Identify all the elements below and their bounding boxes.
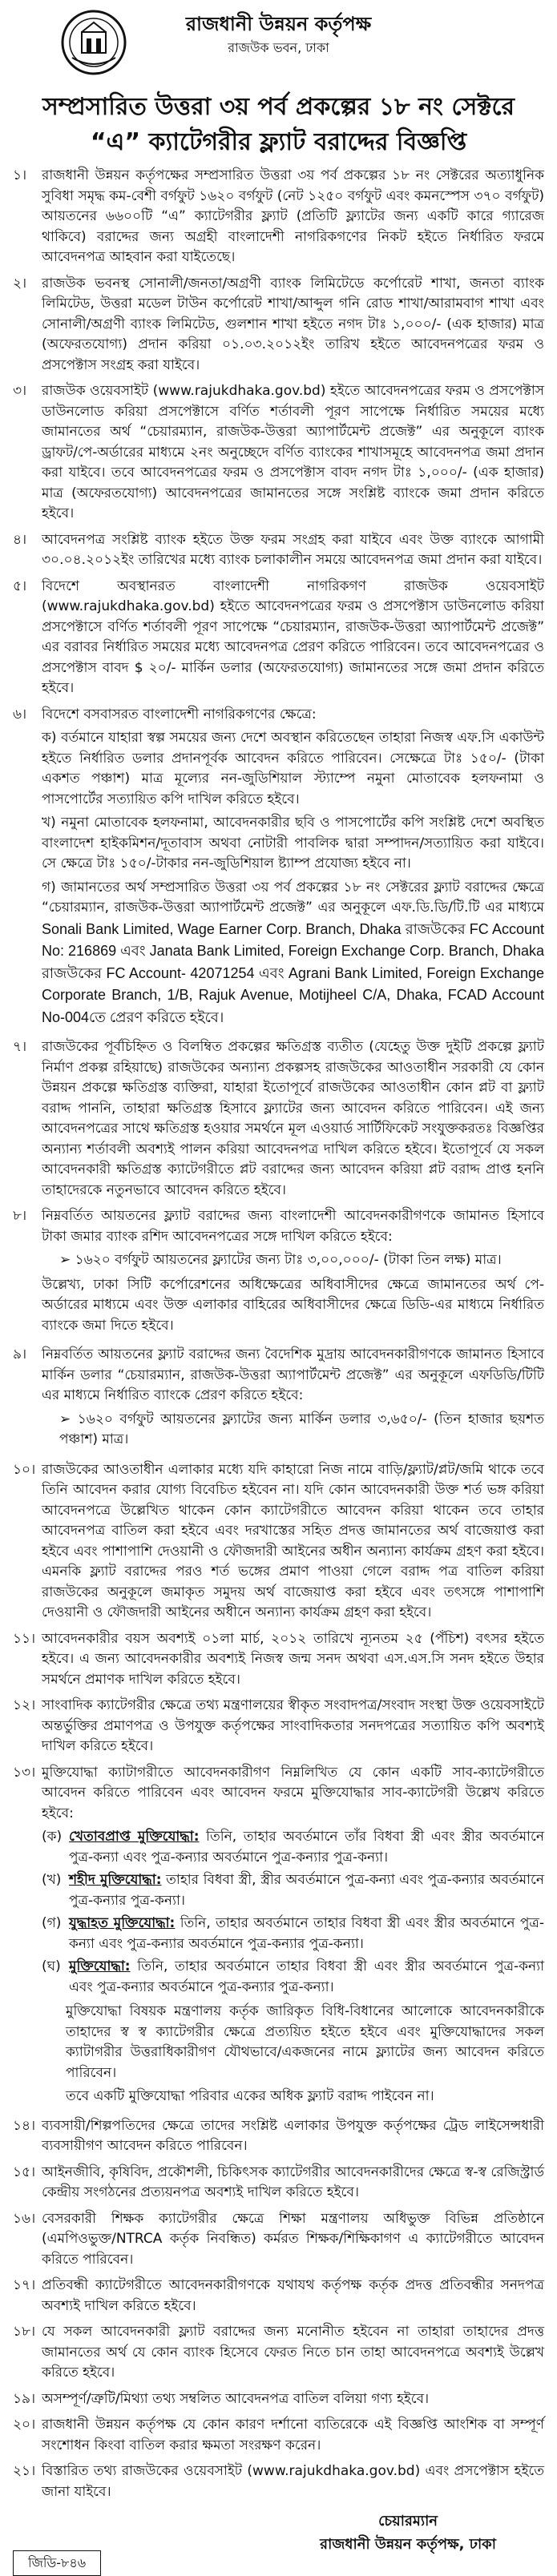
list-item (13, 2116, 544, 2157)
notice-title (13, 90, 544, 159)
item-number: ১৮। (13, 2324, 36, 2340)
header (13, 10, 544, 87)
item-number: ৫। (13, 578, 27, 594)
freedom-fighter-subcategories (42, 1827, 544, 1998)
item-text: আবেদনকারীর বয়স অবশ্যই ০১লা মার্চ, ২০১২ তারিখে ন্যূনতম ২৫ (পঁচিশ) বৎসর হইতে হইবে। এ জন্য আবেদনকারীর অবশ্যই নিজস্ব জন্ম সনদ অথবা এস.এস.সি সনদ হইতে উহার সমর্থনে প্রমাণক দাখিল করিতে হইবে। (42, 1630, 544, 1688)
item-text (42, 1763, 544, 2111)
list-item (13, 577, 544, 699)
item13-text: মুক্তিযোদ্ধা ক্যাটাগরীতে আবেদনকারীগণ নিম্নলিখিত যে কোন একটি সাব-ক্যাটেগরীতে আবেদন করিতে পারিবেন এবং আবেদন ফরমে মুক্তিযোদ্ধার সাব-ক্যাটেগরী উল্লেখ করিতে হইবে: (42, 1764, 544, 1821)
items-14-21 (13, 2116, 544, 2503)
subcategory-desc: তিনি, তাহার অবর্তমানে তাহার বিধবা স্ত্রী এবং স্ত্রীর অবর্তমানে পুত্র-কন্যা এবং পুত্র-কন্যার অবর্তমানে পুত্র-কন্যার পুত্র-কন্যা। (69, 1958, 545, 1995)
footer (13, 2509, 544, 2573)
item-number: ১৬। (13, 2210, 36, 2227)
org-address: রাজউক ভবন, ঢাকা (228, 40, 329, 55)
list-item (13, 2415, 544, 2456)
subcategory-key: (খ) (42, 1872, 62, 1888)
title-line-2: “এ” ক্যাটেগরীর ফ্ল্যাট বরাদ্দের বিজ্ঞপ্তি (90, 127, 467, 156)
item-text (42, 1206, 544, 1339)
item-number: ১১। (13, 1630, 36, 1647)
item6-c-text: গ) জামানতের অর্থ সম্প্রসারিত উত্তরা ৩য় পর্ব প্রকল্পের ১৮ নং সেক্টরের ফ্ল্যাট বরাদ্দের ক্ষেত্রে “চেয়ারম্যান, রাজউক-উত্তরা অ্যাপার্টমেন্ট প্রজেক্ট” এর অনুকূলে এফ.ডি.ডি/টি.টি এর মাধ্যমে (42, 879, 544, 916)
subcategory-desc: তিনি, তাহার অবর্তমানে তাঁর বিধবা স্ত্রী এবং স্ত্রীর অবর্তমানে পুত্র-কন্যা এবং পুত্র-কন্যার অবর্তমানে পুত্র-কন্যার পুত্র-কন্যা। (69, 1829, 544, 1866)
item13-note-2: তবে একটি মুক্তিযোদ্ধা পরিবার একের অধিক ফ্ল্যাট বরাদ্দ পাইবেন না। (66, 2088, 434, 2104)
list-item (13, 2389, 544, 2410)
title-line-1: সম্প্রসারিত উত্তরা ৩য় পর্ব প্রকল্পের ১৮ নং সেক্টরে (42, 93, 515, 121)
signatory-org: রাজধানী উন্নয়ন কর্তৃপক্ষ, ঢাকা (320, 2535, 496, 2553)
item-number: ৯। (13, 1346, 27, 1362)
subcategory-text (69, 1914, 544, 1954)
item13-note-1: মুক্তিযোদ্ধা বিষয়ক মন্ত্রণালয় কর্তৃক জারিকৃত বিধি-বিধানের আলোকে আবেদনকারীকে তাহাদের স্ব স্ব ক্যাটেগরীর ক্ষেত্রে প্রত্যয়িত হইতে হইবে এবং মুক্তিযোদ্ধাদের সকল ক্যাটাগরীর উত্তরাধিকারীগণ যৌথভাবে/একজনের নামে ফ্ল্যাটের জন্য আবেদন করিতে পারিবেন। (66, 2003, 544, 2081)
item6-c-bank-details: Sonali Bank Limited, Wage Earner Corp. Branch, Dhaka রাজউকের FC Account No: 216869 এবং Janata Bank Limited, Foreign Exchange Corp. Branch, Dhaka রাজউকের FC Account- 42071254 এবং Agrani Bank Limited, Foreign Exchange Corporate Branch, 1/B, Rajuk Avenue, Motijheel C/A, Dhaka, FCAD Account No-004তে প্রেরণ করিতে হইবে। (42, 920, 544, 1025)
item-number: ১৪। (13, 2117, 36, 2134)
item-text: রাজউক ভবনস্থ সোনালী/জনতা/অগ্রণী ব্যাংক লিমিটেডে কর্পোরেট শাখা, জনতা ব্যাংক লিমিটেড, উত্তরা মডেল টাউন কর্পোরেট শাখা/আব্দুল গনি রোড শাখা/আরামবাগ শাখা এবং সোনালী/অগ্রণী ব্যাংক লিমিটেড, গুলশান শাখা হইতে নগদ টাঃ ১,০০০/- (এক হাজার) মাত্র (অফেরতযোগ্য) প্রদান করিয়া ০১.০৩.২০১২ইং তারিখ হইতে আবেদনপত্রের ফরম ও প্রসপেক্টাস সংগ্রহ করা যাইবে। (42, 275, 544, 373)
list-item (13, 2461, 544, 2502)
item-number: ৪। (13, 531, 27, 548)
item-text: রাজধানী উন্নয়ন কর্তৃপক্ষের সম্প্রসারিত উত্তরা ৩য় পর্ব প্রকল্পের ১৮ নং সেক্টরের অত্যাধুনিক সুবিধা সমৃদ্ধ কম-বেশী বর্গফুট ১৬২০ বর্গফুট (নেট ১২৫০ বর্গফুট এবং কমনস্পেস ৩৭০ বর্গফুট) আয়তনের ৬৬০০টি “এ” ক্যাটেগরীর ফ্ল্যাট (প্রতিটি ফ্ল্যাটের জন্য একটি কারে গ্যারেজ থাকিবে) বরাদ্দের জন্য অগ্রহী বাংলাদেশী নাগরিকগণের নিকট হইতে নির্ধারিত ফরমে আবেদনপত্র আহবান করা যাইতেছে। (42, 167, 544, 265)
item-6 (13, 705, 544, 1032)
list-item (13, 381, 544, 525)
signature-block (320, 2510, 496, 2557)
list-item (13, 274, 544, 376)
org-name: রাজধানী উন্নয়ন কর্তৃপক্ষ (185, 13, 372, 35)
item-text: রাজউকের আওতাধীন এলাকার মধ্যে যদি কাহারো নিজ নামে বাড়ি/ফ্ল্যাট/প্লট/জমি থাকে তবে তিনি আবেদন করার যোগ্য বিবেচিত হইবেন না। যদি কোন আবেদনকারী উক্ত শর্ত ভঙ্গ করিয়া আবেদনপত্রে উল্লেখিত থাকেন কোন ক্যাটেগরীতে আবেদন করিয়া থাকেন তবে তাহার আবেদনপত্র বাতিল করা হইবে এবং দরখাস্তের সহিত প্রদত্ত জামানতের অর্থ বাজেয়াপ্ত করা হইবে এবং পাশাপাশি দেওয়ানী ও ফৌজদারী আইনের অধীন অন্যান্য কার্যক্রম গ্রহণ করা হইবে। এমনকি ফ্ল্যাট বরাদ্দের পরও শর্ত ভঙ্গের প্রমাণ পাওয়া গেলে বরাদ্দ পত্র বাতিল করিয়া রাজউকের অনুকূলে জমাকৃত সমুদয় অর্থ বাজেয়াপ্ত করা হইবে এবং তৎসঙ্গে পাশাপাশি দেওয়ানী ও ফৌজদারী আইনের অধীনে অন্যান্য কার্যক্রম গ্রহণ করা হইবে। (42, 1461, 544, 1620)
subcategory-label: খেতাবপ্রাপ্ত মুক্তিযোদ্ধা: (69, 1829, 200, 1845)
item-number: ১২। (13, 1697, 36, 1713)
item-9 (13, 1345, 544, 1455)
item-12 (13, 1696, 544, 1757)
item-number: ১০। (13, 1461, 36, 1478)
item-text: আইনজীবি, কৃষিবিদ, প্রকৌশলী, চিকিৎসক ক্যাটেগরীর আবেদনকারীদের ক্ষেত্রে স্ব-স্ব রেজিস্ট্রার্ড কেন্দ্রীয় সংগঠনের প্রত্যয়নপত্র অবশ্যই দাখিল করিতে হইবে। (42, 2163, 544, 2200)
item9-deposit: ➢ ১৬২০ বর্গফুট আয়তনের ফ্ল্যাটের জন্য মার্কিন ডলার ৩,৬৫০/- (তিন হাজার ছয়শত পঞ্চাশ) মাত্র। (59, 1411, 544, 1447)
subcategory-item (42, 1870, 544, 1911)
item-7 (13, 1037, 544, 1201)
subcategory-label: যুদ্ধাহত মুক্তিযোদ্ধা: (69, 1915, 176, 1931)
item6-a: ক) বর্তমানে যাহারা স্বল্প সময়ের জন্য দেশে অবস্থান করিতেছেন তাহারা নিজস্ব এফ.সি একাউন্ট হইতে নির্ধারিত ডলার প্রদানপূর্বক আবেদন করিতে পারিবেন। সেক্ষেত্রে টাঃ ১৫০/- (টাকা একশত পঞ্চাশ) মাত্র মূল্যের নন-জুডিশিয়াল স্ট্যাম্পে নমুনা মোতাবেক হলফনামা ও পাসপোর্টের সত্যায়িত কপি দাখিল করিতে হইবে। (42, 730, 544, 807)
subcategory-desc: তাহার বিধবা স্ত্রী, স্ত্রীর অবর্তমানে পুত্র-কন্যা এবং পুত্র-কন্যার অবর্তমানে পুত্র-কন্যার পুত্র-কন্যা। (69, 1872, 544, 1909)
subcategory-item (42, 1827, 544, 1868)
item6-b: খ) নমুনা মোতাবেক হলফনামা, আবেদনকারীর ছবি ও পাসপোর্টের কপি সংশ্লিষ্ট দেশে অবস্থিত বাংলাদেশ হাইকমিশন/দূতাবাস অথবা নোটারী পাবলিক দ্বারা সম্পাদন/সত্যায়িত করা যাইবে। সে ক্ষেত্রে টাঃ ১৫০/-টাকার নন-জুডিশিয়াল ষ্ট্যাম্প প্রযোজ্য হইবে না। (42, 815, 544, 871)
item-text: প্রতিবন্ধী ক্যাটেগরীতে আবেদনকারীগণকে যথাযথ কর্তৃপক্ষ কর্তৃক প্রদত্ত প্রতিবন্ধীর সনদপত্র অবশ্যই দাখিল করিতে হইবে। (42, 2277, 544, 2314)
item-number: ৮। (13, 1208, 27, 1224)
subcategory-key: (ক) (42, 1829, 63, 1845)
subcategory-item (42, 1957, 544, 1998)
item-text: রাজউক ওয়েবসাইট (www.rajukdhaka.gov.bd) হইতে আবেদনপত্রের ফরম ও প্রসপেক্টাস ডাউনলোড করিয়া প্রসপেক্টাসে বর্ণিত শর্তাবলী পূরণ সাপেক্ষে নির্ধারিত সময়ের মধ্যে জামানতের অর্থ “চেয়ারম্যান, রাজউক-উত্তরা অ্যাপার্টমেন্ট প্রজেক্ট” এর অনুকূলে ব্যাংক ড্রাফট/পে-অর্ডারের মাধ্যমে ২নং অনুচ্ছেদে বর্ণিত ব্যাংকের শাখাসমূহে আবেদনপত্র জমা প্রদান করা যাইবে। তবে আবেদনপত্রের ফরম ও প্রসপেক্টাস বাবদ নগদ টাঃ ১,০০০/- (এক হাজার) মাত্র (অফেরতযোগ্য) আবেদনপত্রের জামানতের সঙ্গে সংশ্লিষ্ট ব্যাংকে জমা প্রদান করিতে হইবে। (42, 383, 544, 521)
item8-note: উল্লেখ্য, ঢাকা সিটি কর্পোরেশনের অধিক্ষেত্রের অধিবাসীদের ক্ষেত্রে জামানতের অর্থ পে-অর্ডারের মাধ্যমে এবং উক্ত এলাকার বাহিরের অধিবাসীদের ক্ষেত্রে ডিডি-এর মাধ্যমে নির্ধারিত ব্যাংকে জমা দিতে হইবে। (42, 1276, 544, 1334)
item-number: ২০। (13, 2417, 36, 2433)
subcategory-text (69, 1870, 544, 1911)
rajuk-seal-icon (61, 10, 127, 75)
item-text (42, 705, 544, 1032)
item-text: বিস্তারিত তথ্য রাজউকের ওয়েবসাইট (www.rajukdhaka.gov.bd) এবং প্রসপেক্টাস হইতে জানা যাইবে। (42, 2463, 544, 2500)
subcategory-key: (ঘ) (42, 1958, 61, 1974)
item-text: সাংবাদিক ক্যাটেগরীর ক্ষেত্রে তথ্য মন্ত্রণালয়ের স্বীকৃত সংবাদপত্র/সংবাদ সংস্থা উক্ত ওয়েবসাইটে অন্তর্ভুক্তির প্রমাণপত্র ও উপযুক্ত কর্তৃপক্ষের সাংবাদিকতার সনদপত্রের সত্যায়িত কপি অবশ্যই দাখিল করিতে হইবে। (42, 1697, 544, 1754)
item-number: ৩। (13, 383, 27, 399)
list-item (13, 2163, 544, 2204)
list-item (13, 2276, 544, 2316)
list-item (13, 2209, 544, 2271)
item-text: রাজধানী উন্নয়ন কর্তৃপক্ষ যে কোন কারণ দর্শানো ব্যতিরেকে এই বিজ্ঞপ্তি আংশিক বা সম্পূর্ণ সংশোধন কিংবা বাতিল করার ক্ষমতা সংরক্ষণ করেন। (42, 2417, 544, 2453)
list-item (13, 166, 544, 268)
item-number: ৭। (13, 1039, 27, 1055)
item-number: ২১। (13, 2463, 36, 2479)
subcategory-text (69, 1957, 544, 1998)
item9-deposit-text: ১৬২০ বর্গফুট আয়তনের ফ্ল্যাটের জন্য মার্কিন ডলার ৩,৬৫০/- (তিন হাজার ছয়শত পঞ্চাশ) মাত্র। (59, 1411, 544, 1447)
item-number: ১৩। (13, 1764, 36, 1781)
item6-intro: বিদেশে বসবাসরত বাংলাদেশী নাগরিকগণের ক্ষেত্রে: (42, 706, 317, 722)
subcategory-label: মুক্তিযোদ্ধা: (69, 1958, 131, 1974)
item-number: ২। (13, 275, 27, 292)
item-number: ৬। (13, 706, 27, 722)
subcategory-text (69, 1827, 544, 1868)
item8-deposit-text: ১৬২০ বর্গফুট আয়তনের ফ্ল্যাটের জন্য টাঃ ৩,০০,০০০/- (টাকা তিন লক্ষ) মাত্র। (75, 1252, 502, 1268)
item8-text: নিম্নবর্তিত আয়তনের ফ্ল্যাট বরাদ্দের জন্য বাংলাদেশী আবেদনকারীগণকে জামানত হিসাবে টাকা জমার ব্যাংক রশিদ আবেদনপত্রের সঙ্গে দাখিল করিতে হইবে: (42, 1208, 544, 1245)
item-text: ব্যবসায়ী/শিল্পপতিদের ক্ষেত্রে তাদের সংশ্লিষ্ট এলাকার উপযুক্ত কর্তৃপক্ষের ট্রেড লাইসেন্সধারী ব্যবসায়ীগণ আবেদন করিতে পারিবেন। (42, 2117, 544, 2154)
item9-text: নিম্নবর্তিত আয়তনের ফ্ল্যাট বরাদ্দের জন্য বৈদেশিক মুদ্রায় আবেদনকারীগণকে জামানত হিসাবে মার্কিন ডলার “চেয়ারম্যান, রাজউক-উত্তরা অ্যাপার্টমেন্ট প্রজেক্ট” এর অনুকূলে এফডিডি/টিটি এর মাধ্যমে নির্ধারিত ব্যাংকে প্রেরণ করিতে হইবে: (42, 1346, 544, 1403)
items-1-5 (13, 166, 544, 699)
item-13 (13, 1763, 544, 2111)
list-item (13, 2322, 544, 2384)
subcategory-desc: তিনি, তাহার অবর্তমানে তাহার বিধবা স্ত্রী এবং স্ত্রীর অবর্তমানে পুত্র-কন্যা এবং পুত্র-কন্যার অবর্তমানে পুত্র-কন্যার পুত্র-কন্যা। (69, 1915, 544, 1952)
subcategory-key: (গ) (42, 1915, 62, 1931)
signatory-designation: চেয়ারম্যান (378, 2513, 438, 2530)
item-text: বিদেশে অবস্থানরত বাংলাদেশী নাগরিকগণ রাজউক ওয়েবসাইট (www.rajukdhaka.gov.bd) হইতে আবেদনপত্রের ফরম ও প্রসপেক্টাস ডাউনলোড করিয়া প্রসপেক্টাসে বর্ণিত শর্তাবলী পূরণ সাপেক্ষে “চেয়ারম্যান, রাজউক-উত্তরা অ্যাপার্টমেন্ট প্রজেক্ট” এর বরাবর নির্ধারিত সময়ের মধ্যে আবেদনপত্র প্রেরণ করিতে পারিবেন। তবে আবেদনপত্রের ও প্রসপেক্টাস বাবদ $ ২০/- মার্কিন ডলার (অফেরতযোগ্য) জামানতের সঙ্গে জমা প্রদান করিতে হইবে। (42, 578, 544, 696)
item-number: ১৭। (13, 2277, 36, 2293)
item8-deposit: ➢ ১৬২০ বর্গফুট আয়তনের ফ্ল্যাটের জন্য টাঃ ৩,০০,০০০/- (টাকা তিন লক্ষ) মাত্র। (59, 1252, 502, 1268)
item-number: ১। (13, 167, 27, 183)
list-item (13, 530, 544, 571)
item-10 (13, 1460, 544, 1624)
item-text: অসম্পূর্ণ/ত্রুটি/মিথ্যা তথ্য সম্বলিত আবেদনপত্র বাতিল বলিয়া গণ্য হইবে। (42, 2390, 430, 2407)
item-text: বেসরকারী শিক্ষক ক্যাটেগরীর ক্ষেত্রে শিক্ষা মন্ত্রণালয় অধিভুক্ত বিভিন্ন প্রতিষ্ঠানে (এমপিওভুক্ত/NTRCA কর্তৃক নিবন্ধিত) কর্মরত শিক্ষক/শিক্ষিকাগণ এ ক্যাটেগরীতে আবেদন করিতে পারিবেন। (42, 2210, 544, 2268)
item-number: ১৫। (13, 2163, 36, 2180)
gd-code: জিডি-৮৪৬ (13, 2550, 101, 2576)
subcategory-label: শহীদ মুক্তিযোদ্ধা: (69, 1872, 162, 1888)
item6-c (42, 878, 544, 1029)
item-8 (13, 1206, 544, 1339)
subcategory-item (42, 1914, 544, 1954)
item-text (42, 1345, 544, 1455)
item-text: রাজউকের পূর্বচিহ্নিত ও বিলম্বিত প্রকল্পের ক্ষতিগ্রস্ত ব্যতীত (যেহেতু উক্ত দুইটি প্রকল্পে ফ্ল্যাট নির্মাণ প্রকল্প রহিয়াছে) রাজউকের অন্যান্য প্রকল্পসহ রাজউকের আওতাধীন সরকারী যে কোন উন্নয়ন প্রকল্পে ক্ষতিগ্রস্ত ব্যক্তিরা, যাহারা ইতোপূর্বে রাজউকের আওতাধীন কোন প্লট বা ফ্ল্যাট বরাদ্দ পাননি, তাহারা ক্ষতিগ্রস্ত হিসাবে ফ্ল্যাটের জন্য আবেদন করিতে পারিবেন। এই জন্য আবেদনপত্রের সাথে ক্ষতিগ্রস্ত হওয়ার সমর্থনে মূল এওয়ার্ড সার্টিফিকেট সংযুক্তকরতঃ বিজ্ঞপ্তির অন্যান্য শর্তাবলী অবশ্যই পালন করিয়া আবেদনপত্র দাখিল করিতে হইবে। ইতোপূর্বে যে সকল আবেদনকারী ক্ষতিগ্রস্ত ক্যাটেগরীতে প্লট বরাদ্দের জন্য আবেদন করিয়া প্লট বরাদ্দ প্রাপ্ত হননি তাহাদেরকে নতুনভাবে আবেদন করিতে হইবে। (42, 1039, 544, 1198)
item-11 (13, 1629, 544, 1691)
item-text: আবেদনপত্র সংশ্লিষ্ট ব্যাংক হইতে উক্ত ফরম সংগ্রহ করা যাইবে এবং উক্ত ব্যাংকে আগামী ৩০.০৪.২০১২ইং তারিখের মধ্যে ব্যাংক চলাকালীন সময়ে আবেদনপত্র জমা প্রদান করা যাইবে। (42, 531, 544, 568)
item-number: ১৯। (13, 2390, 36, 2407)
item-text: যে সকল আবেদনকারী ফ্ল্যাট বরাদ্দের জন্য মনোনীত হইবেন না তাহারা তাহাদের প্রদত্ত জামানতের অর্থ যে কোন ব্যাংক হিসেবে ফেরত নিতে চান তাহা আবেদনপত্রে অবশ্যই উল্লেখ করিতে হইবে। (42, 2324, 544, 2381)
